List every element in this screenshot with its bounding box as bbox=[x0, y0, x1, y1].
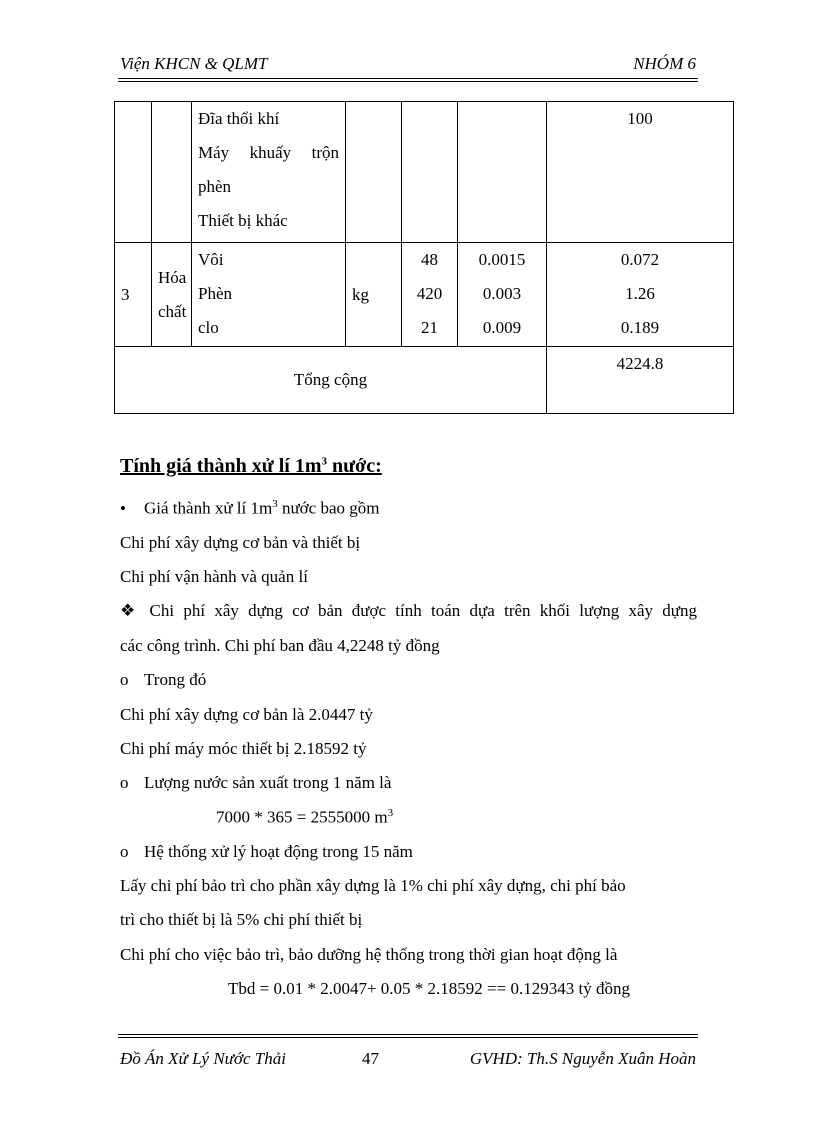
circle-bullet-icon: o bbox=[120, 842, 129, 861]
text-line: Chi phí xây dựng cơ bản và thiết bị bbox=[120, 533, 361, 552]
table-cell-items bbox=[192, 243, 346, 347]
table-cell bbox=[152, 102, 192, 243]
text-line: Chi phí vận hành và quản lí bbox=[120, 567, 308, 586]
table-row bbox=[115, 102, 734, 243]
header-divider bbox=[118, 78, 698, 82]
bullet-line: o Hệ thống xử lý hoạt động trong 15 năm bbox=[120, 842, 413, 861]
total-value: 0.072 bbox=[620, 250, 660, 269]
text-line: Chi phí cho việc bảo trì, bảo dưỡng hệ thống trong thời gian hoạt động là bbox=[120, 945, 618, 964]
table-cell-unit: kg bbox=[346, 243, 402, 347]
total-value: 1.26 bbox=[625, 284, 655, 303]
price-value: 0.003 bbox=[482, 284, 522, 303]
table-cell bbox=[402, 102, 458, 243]
item-line: Đĩa thổi khí bbox=[198, 109, 280, 128]
bullet-line: ❖ Chi phí xây dựng cơ bản được tính toán dựa trên khối lượng xây dựng bbox=[120, 601, 698, 620]
formula-line: Tbd = 0.01 * 2.0047+ 0.05 * 2.18592 == 0.129343 tỷ đồng bbox=[228, 979, 630, 998]
item-line: Phèn bbox=[198, 284, 232, 303]
text-line: Chi phí xây dựng cơ bản là 2.0447 tỷ bbox=[120, 705, 373, 724]
table-cell-category: Hóa chất bbox=[152, 243, 192, 347]
table-cell-items bbox=[192, 102, 346, 243]
qty-value: 21 bbox=[421, 318, 438, 337]
total-label: Tổng cộng bbox=[115, 347, 547, 414]
table-cell-total: 100 bbox=[547, 102, 734, 243]
bullet-line: o Trong đó bbox=[120, 670, 207, 689]
diamond-bullet-icon: ❖ bbox=[120, 601, 141, 620]
formula-line: 7000 * 365 = 2555000 $m^3$ bbox=[216, 807, 394, 827]
table-cell-price bbox=[458, 243, 547, 347]
page-number: 47 bbox=[362, 1049, 379, 1068]
total-value: 0.189 bbox=[620, 318, 660, 337]
text-line: các công trình. Chi phí ban đầu 4,2248 tỷ đồng bbox=[120, 636, 440, 655]
table-cell-qty bbox=[402, 243, 458, 347]
header-right: NHÓM 6 bbox=[633, 54, 696, 73]
bullet-line: • Giá thành xử lí $1m^3$ nước bao gồm bbox=[120, 498, 380, 518]
item-line: clo bbox=[198, 318, 219, 337]
item-line: Vôi bbox=[198, 250, 224, 269]
qty-value: 420 bbox=[416, 284, 443, 303]
circle-bullet-icon: o bbox=[120, 670, 129, 689]
total-value: 4224.8 bbox=[547, 347, 734, 414]
footer-divider bbox=[118, 1034, 698, 1038]
item-line: phèn bbox=[198, 177, 232, 196]
header-left: Viện KHCN & QLMT bbox=[120, 54, 268, 73]
item-line: Thiết bị khác bbox=[198, 211, 288, 230]
table-row-total bbox=[115, 347, 734, 414]
circle-bullet-icon: o bbox=[120, 773, 129, 792]
bullet-dot-icon: • bbox=[120, 498, 126, 518]
cost-table bbox=[114, 101, 734, 414]
table-cell-num: 3 bbox=[115, 243, 152, 347]
table-row bbox=[115, 243, 734, 347]
table-cell bbox=[346, 102, 402, 243]
item-line: Máy khuấy trộn bbox=[198, 143, 339, 162]
footer-right: GVHD: Th.S Nguyễn Xuân Hoàn bbox=[469, 1049, 696, 1068]
price-value: 0.009 bbox=[482, 318, 522, 337]
text-line: Chi phí máy móc thiết bị 2.18592 tỷ bbox=[120, 739, 367, 758]
price-value: 0.0015 bbox=[478, 250, 526, 269]
table-cell bbox=[458, 102, 547, 243]
text-line: trì cho thiết bị là 5% chi phí thiết bị bbox=[120, 910, 363, 929]
footer-left: Đồ Án Xử Lý Nước Thải bbox=[120, 1049, 286, 1068]
table-cell-total bbox=[547, 243, 734, 347]
text-line: Lấy chi phí bảo trì cho phần xây dựng là 1% chi phí xây dựng, chi phí bảo bbox=[120, 876, 626, 895]
section-heading: Tính giá thành xử lí $1m^3$ nước: bbox=[120, 455, 382, 477]
bullet-line: o Lượng nước sản xuất trong 1 năm là bbox=[120, 773, 392, 792]
qty-value: 48 bbox=[421, 250, 438, 269]
table-cell bbox=[115, 102, 152, 243]
